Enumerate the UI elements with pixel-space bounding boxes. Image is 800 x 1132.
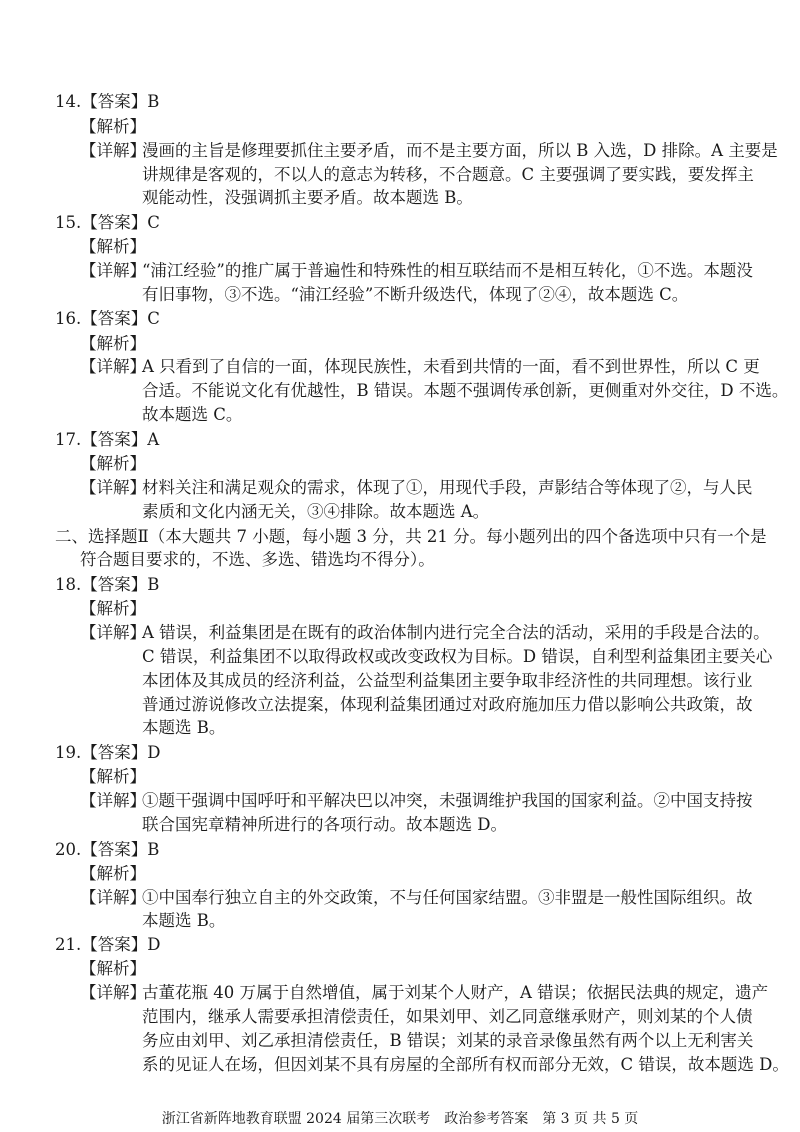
detail-label: 【详解】 [80, 141, 146, 160]
section-header: 二、选择题Ⅱ（本大题共 7 小题，每小题 3 分，共 21 分。每小题列出的四个备选项中只有一个是 [55, 527, 767, 546]
detail-label: 【详解】 [80, 791, 146, 810]
detail-label: 【详解】 [80, 357, 146, 376]
detail-text: 观能动性，没强调抓主要矛盾。故本题选 B。 [142, 188, 473, 207]
analysis-label: 【解析】 [80, 599, 146, 618]
question-18-answer: 18.【答案】B [55, 575, 160, 594]
analysis-label: 【解析】 [80, 117, 146, 136]
detail-text: 务应由刘甲、刘乙承担清偿责任，B 错误；刘某的录音录像虽然有两个以上无利害关 [142, 1031, 754, 1050]
detail-text: 系的见证人在场，但因刘某不具有房屋的全部所有权而部分无效，C 错误，故本题选 D。 [142, 1055, 789, 1074]
detail-text: 有旧事物，③不选。“浦江经验”不断升级迭代，体现了②④，故本题选 C。 [142, 285, 689, 304]
question-17-answer: 17.【答案】A [55, 430, 160, 449]
detail-text: 范围内，继承人需要承担清偿责任，如果刘甲、刘乙同意继承财产，则刘某的个人债 [142, 1007, 753, 1026]
detail-text: 故本题选 C。 [142, 405, 243, 424]
detail-label: 【详解】 [80, 983, 146, 1002]
page-footer: 浙江省新阵地教育联盟 2024 届第三次联考 政治参考答案 第 3 页 共 5 页 [161, 1111, 639, 1127]
detail-label: 【详解】 [80, 623, 146, 642]
detail-text: C 错误，利益集团不以取得政权或改变政权为目标。D 错误，自利型利益集团主要关心 [142, 647, 773, 666]
detail-text: 本题选 B。 [142, 718, 226, 737]
detail-text: 本团体及其成员的经济利益，公益型利益集团主要争取非经济性的共同理想。该行业 [142, 671, 753, 690]
analysis-label: 【解析】 [80, 454, 146, 473]
analysis-label: 【解析】 [80, 864, 146, 883]
detail-text: 材料关注和满足观众的需求，体现了①，用现代手段，声影结合等体现了②，与人民 [142, 478, 753, 497]
detail-text: 素质和文化内涵无关，③④排除。故本题选 A。 [142, 502, 490, 521]
detail-text: 合适。不能说文化有优越性，B 错误。本题不强调传承创新，更侧重对外交往，D 不选。 [142, 381, 789, 400]
question-20-answer: 20.【答案】B [55, 840, 160, 859]
detail-text: A 错误，利益集团是在既有的政治体制内进行完全合法的活动，采用的手段是合法的。 [142, 623, 770, 642]
detail-text: 普通过游说修改立法提案，体现利益集团通过对政府施加压力借以影响公共政策，故 [142, 695, 753, 714]
detail-text: ①中国奉行独立自主的外交政策，不与任何国家结盟。③非盟是一般性国际组织。故 [142, 888, 753, 907]
question-14-answer: 14.【答案】B [55, 92, 160, 111]
question-19-answer: 19.【答案】D [55, 743, 161, 762]
detail-label: 【详解】 [80, 888, 146, 907]
question-16-answer: 16.【答案】C [55, 309, 160, 328]
detail-text: A 只看到了自信的一面，体现民族性，未看到共情的一面，看不到世界性，所以 C 更 [142, 357, 760, 376]
analysis-label: 【解析】 [80, 334, 146, 353]
detail-text: ①题干强调中国呼吁和平解决巴以冲突，未强调维护我国的国家利益。②中国支持按 [142, 791, 753, 810]
detail-text: “浦江经验”的推广属于普遍性和特殊性的相互联结而不是相互转化，①不选。本题没 [142, 261, 753, 280]
analysis-label: 【解析】 [80, 767, 146, 786]
detail-label: 【详解】 [80, 261, 146, 280]
question-21-answer: 21.【答案】D [55, 935, 161, 954]
detail-text: 本题选 B。 [142, 911, 226, 930]
detail-label: 【详解】 [80, 478, 146, 497]
detail-text: 古董花瓶 40 万属于自然增值，属于刘某个人财产，A 错误；依据民法典的规定，遗产 [142, 983, 769, 1002]
section-header-cont: 符合题目要求的，不选、多选、错选均不得分）。 [80, 550, 435, 569]
analysis-label: 【解析】 [80, 237, 146, 256]
analysis-label: 【解析】 [80, 959, 146, 978]
detail-text: 讲规律是客观的，不以人的意志为转移，不合题意。C 主要强调了要实践，要发挥主 [142, 165, 754, 184]
detail-text: 联合国宪章精神所进行的各项行动。故本题选 D。 [142, 815, 507, 834]
question-15-answer: 15.【答案】C [55, 213, 160, 232]
detail-text: 漫画的主旨是修理要抓住主要矛盾，而不是主要方面，所以 B 入选，D 排除。A 主要是 [142, 141, 778, 160]
